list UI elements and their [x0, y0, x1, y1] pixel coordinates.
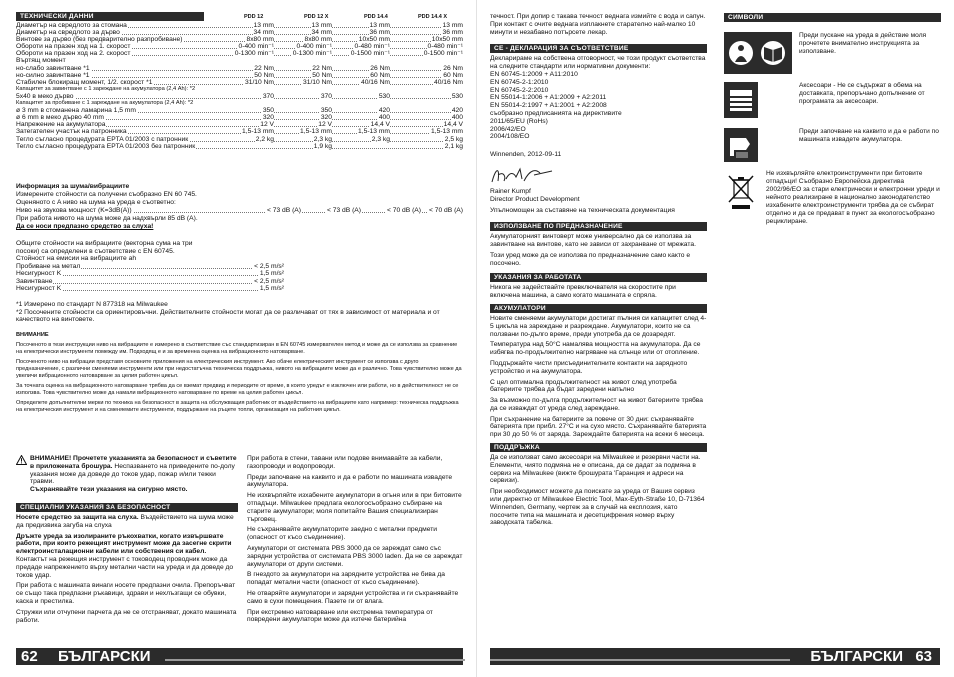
specs-table [16, 12, 463, 150]
special-safety-header: СПЕЦИАЛНИ УКАЗАНИЯ ЗА БЕЗОПАСНОСТ [16, 503, 238, 512]
use-para-1: Акумулаторният винтоверт може универсално да се използва за завинтване на винтове, като не зависи от захранване от мрежата. [490, 233, 696, 248]
spec-value: 13 mm [311, 22, 332, 29]
spec-value: 13 mm [442, 22, 463, 29]
spec-label: Обороти на празен ход на 2. скорост [16, 50, 131, 58]
maint-para-2: При необходимост можете да поискате за уреда от Вашия сервиз или директно от Milwaukee Electric Tool, Max-Eyth-Straße 10, D-71364 Winnenden, Germany, чертеж за в случай на експлозия, като посочите типа на машината и десетцифрения номер върху заводската табелка. [490, 488, 705, 527]
attention-keep: Съхранявайте тези указания на сигурно място. [30, 486, 188, 494]
spec-value: 14,4 V [443, 121, 463, 129]
spec-label: Винтове за дърво (без предварително разпробиване) [16, 36, 183, 44]
spec-label: Капацитет за завинтване с 1 зареждане на акумулатора (2,4 Ah): *2 [16, 85, 196, 92]
vibration-label: Пробиване на метал [16, 262, 81, 270]
mid-para-3: Не изхвърляйте изхабените акумулатори в огъня или в при битовите отпадъци. Milwaukee предлага екологосъобразно събиране на старите акумулатори; моля попитайте Вашия специализиран търговец. [247, 492, 462, 523]
spec-value: 13 mm [253, 22, 274, 29]
standard-line: EN 60745-2-2:2010 [490, 86, 549, 94]
warning-title: ВНИМАНИЕ [16, 332, 49, 338]
symbols-section [724, 13, 941, 22]
footnote-1: *1 Измерено по стандарт N 877318 на Milwaukee [16, 301, 168, 308]
standard-line: 2006/42/EO [490, 125, 526, 133]
spec-label: ø 6 mm в меко дърво 40 mm [16, 114, 104, 122]
work-text: Никога не задействайте превключвателя на скоростите при включена машина, а само когато машината е спряла. [490, 284, 676, 300]
mid-para-8: При екстремно натоварване или екстремна температура от повредени акумулатори може да изтече батерийна [247, 608, 433, 624]
vib-line-1: Общите стойности на вибрациите (векторна сума на три [16, 240, 193, 247]
spec-label: Диаметър на свредлото за дърво [16, 29, 120, 37]
spec-row [16, 65, 463, 72]
ce-standards [490, 71, 707, 141]
noise-val-3: < 70 dB (A) [386, 207, 421, 214]
noise-section [16, 183, 463, 231]
spec-value: 320 [320, 114, 332, 122]
spec-value: 34 mm [311, 29, 332, 37]
spec-value: 50 Nm [254, 71, 274, 79]
batteries-header: АКУМУЛАТОРИ [490, 304, 707, 313]
spec-value: 0-1300 min⁻¹ [234, 50, 274, 58]
footer-right [490, 648, 940, 665]
noise-level-row [16, 207, 463, 215]
spec-value: 2,2 kg [255, 135, 274, 143]
standard-line: 2011/65/EU (RoHs) [490, 117, 548, 125]
vibration-row [16, 263, 284, 271]
model-col-1: PDD 12 [244, 14, 264, 20]
battery-para-6: При съхранение на батериите за повече от 30 дни: съхранявайте батерията при прибл. 27°C и на сухо място. Съхранявайте батерията при 30 до 50 % от заряда. Зареждайте батерията на всеки 6 месеца. [490, 415, 707, 439]
vibration-warning [16, 332, 463, 417]
battery-para-1: Новите сменяеми акумулатори достигат пълния си капацитет след 4-5 цикъла на зареждане и разреждане. Акумулатори, които не са ползвани по-дълго време, преди употреба да се дозаредят. [490, 314, 707, 338]
ce-declaration-text: Декларираме на собствена отговорност, че този продукт съответства на следните стандарти или нормативни документи: [490, 55, 706, 71]
spec-value: 12 V [318, 121, 332, 129]
footer-rule-left [165, 659, 465, 661]
spec-value: 2,3 kg [313, 135, 332, 143]
standard-line: 2004/108/EO [490, 133, 530, 141]
standard-line: EN 60745-2-1:2010 [490, 78, 549, 86]
symbols-header: СИМВОЛИ [724, 13, 941, 22]
spec-value: 31/10 Nm [245, 78, 274, 86]
noise-line-1: Измерените стойности са получени съобразно EN 60 745. [16, 191, 197, 198]
spec-label: Стабилен блокиращ момент, 1/2. скорост *1 [16, 78, 153, 86]
vibration-label: Несигурност K [16, 285, 62, 292]
vibration-label: Завинтване [16, 277, 53, 285]
warning-para-4: Определете допълнителни мерки по техника на безопасност в защита на обслужващия работник от въздействието на вибрациите като например: техническа поддръжка на електрическия инструмент и на сменяемите инструменти, поддържане на ръцете топли, организация на работния цикъл. [16, 400, 459, 413]
place-date: Winnenden, 2012-09-11 [490, 151, 562, 159]
maintenance-header: ПОДДРЪЖКА [490, 443, 707, 452]
spec-value: 50 Nm [312, 71, 332, 79]
spec-row [16, 143, 463, 150]
spec-value: 26 Nm [443, 64, 463, 72]
read-manual-icon [724, 32, 792, 74]
special-para-4: Стружки или отчупени парчета да не се отстраняват, докато машината работи. [16, 608, 237, 624]
spec-value: 60 Nm [370, 71, 390, 79]
spec-label: Обороти на празен ход на 1. скорост [16, 43, 131, 51]
vibration-label: Несигурност K [16, 270, 62, 277]
ce-declaration-header: СЕ - ДЕКЛАРАЦИЯ ЗА СЪОТВЕТСТВИЕ [490, 44, 707, 53]
mid-para-7: Не отваряйте акумулатори и зарядни устройства и ги съхранявайте само в сухи помещения. Пазете ги от влага. [247, 589, 459, 605]
spec-row [16, 100, 463, 107]
use-para-2: Този уред може да се използва по предназначение само както е посочено. [490, 251, 691, 267]
noise-title: Информация за шума/вибрациите [16, 183, 130, 190]
attention-block [16, 455, 238, 494]
spec-value: 1,5-13 mm [300, 128, 332, 136]
spec-value: 1,5-13 mm [242, 128, 274, 136]
spec-label: Тегло съгласно процедурата EPTA 01/2003 с патронник [16, 135, 189, 143]
vibration-value: < 2,5 m/s² [254, 262, 284, 270]
spec-value: 350 [262, 107, 274, 115]
spec-value: 400 [378, 114, 390, 122]
vib-line-2: посоки) са определени в съответствие с EN 60745. [16, 247, 175, 255]
spec-row [16, 57, 463, 64]
spec-label: но-силно завинтване *1 [16, 71, 90, 79]
spec-row [16, 114, 463, 121]
vibration-row [16, 278, 284, 286]
symbol-text-accessories: Аксесоари - Не се съдържат в обема на доставката, препоръчано допълнение от програмата за аксесоари. [799, 82, 925, 105]
footnotes [16, 301, 463, 324]
spec-value: 40/16 Nm [361, 78, 390, 86]
attention-text: Неспазването на приведените по-долу указания може да доведе до токов удар, пожар и/или тежки травми. [30, 462, 235, 486]
spec-label: Затегателен участък на патронника [16, 128, 127, 136]
spec-value: 0-1300 min⁻¹ [292, 50, 332, 58]
spec-value: 400 [451, 114, 463, 122]
spec-value: 0-1500 min⁻¹ [423, 50, 463, 58]
footer-left [16, 648, 463, 665]
mid-para-1: При работа в стени, тавани или подове внимавайте за кабели, газопроводи и водопроводи. [247, 455, 443, 470]
standard-line: EN 60745-1:2009 + A11:2010 [490, 70, 578, 78]
spec-row [16, 50, 463, 57]
spec-row [16, 29, 463, 36]
vibration-value: 1,5 m/s² [259, 270, 284, 277]
special-para-2: Дръжте уреда за изолираните ръкохватки, когато извършвате работи, при които режещият инструмент може да засегне скрити електроинсталационни кабели или собствения си кабел. Контактът на режещия инструмент с тоководещ проводник може да предаде напрежението върху метални части на уреда и да доведе до токов удар. [16, 532, 234, 579]
language-label-left: БЪЛГАРСКИ [58, 648, 151, 665]
spec-label: Тегло съгласно процедурата EPTA 01/2003 без патронник [16, 142, 196, 150]
spec-value: 370 [320, 92, 332, 100]
spec-value: 420 [378, 107, 390, 115]
spec-value: 22 Nm [312, 64, 332, 72]
spec-value: 10x50 mm [358, 36, 390, 44]
footnote-2: *2 Посочените стойности са ориентировъчни. Действителните стойности могат да се различават от тях в зависимост от материала и от качеството на винтовете. [16, 308, 440, 324]
accessories-icon [724, 82, 758, 118]
symbol-text-weee: Не изхвърляйте електроинструменти при битовите отпадъци! Съобразно Европейска директива 2002/96/EO за стари електрически и електронни уреди и нейното реализиране в национално законодателство изхабените електроинструменти трябва да се събират отделно и да се предават в пункт за екологосъобразно рециклиране. [766, 170, 940, 225]
spec-value: 22 Nm [254, 64, 274, 72]
signer-name: Rainer Kumpf [490, 187, 531, 195]
spec-value: 1,5-13 mm [358, 128, 390, 136]
footer-rule-right [490, 659, 790, 661]
special-para-1: Носете средство за защита на слуха. Въздействието на шума може да предизвика загуба на слуха [16, 513, 234, 529]
spec-value: 26 Nm [370, 64, 390, 72]
authorized-text: Упълномощен за съставяне на техническата документация [490, 207, 675, 215]
battery-para-5: За възможно по-дълга продължителност на живот батериите трябва да се изваждат от уреда след зареждане. [490, 397, 703, 412]
specs-header: ТЕХНИЧЕСКИ ДАННИ [16, 12, 204, 21]
spec-value: 12 V [260, 121, 274, 129]
spec-value: 8x80 mm [246, 36, 274, 44]
spec-value: 36 mm [369, 29, 390, 37]
spec-value: 0-1500 min⁻¹ [350, 50, 390, 58]
vibration-value: < 2,5 m/s² [254, 277, 284, 285]
spec-row [16, 93, 463, 100]
spec-value: 2,1 kg [444, 142, 463, 150]
spec-value: 1,9 kg [313, 142, 332, 150]
page-63 [477, 0, 954, 677]
model-col-3: PDD 14.4 [364, 14, 388, 20]
symbol-text-remove-battery: Преди започване на каквито и да е работи по машината извадете акумулатора. [799, 128, 939, 143]
spec-row [16, 36, 463, 43]
spec-label: Напрежение на акумулатора [16, 121, 106, 129]
spec-value: 0-400 min⁻¹ [296, 43, 332, 51]
attention-title: ВНИМАНИЕ! Прочетете указанията за безопасност и съветите в приложената брошура. [30, 455, 237, 470]
standard-line: EN 55014-2:1997 + A1:2001 + A2:2008 [490, 102, 607, 110]
spec-value: 420 [451, 107, 463, 115]
spec-label: ø 3 mm в стоманена ламарина 1,5 mm [16, 107, 136, 115]
intro-text: течност. При допир с такава течност веднага измийте с вода и сапун. При контакт с очите веднага изплакнете старателно най-малко 10 минути и незабавно потърсете лекар. [490, 13, 706, 36]
spec-value: 370 [262, 92, 274, 100]
mid-para-2: Преди започване на каквито и да е работи по машината извадете акумулатора. [247, 473, 453, 489]
spec-label: Диаметър на свредлото за стомана [16, 22, 127, 29]
vibration-section [16, 240, 316, 293]
spec-row [16, 43, 463, 50]
weee-bin-icon [724, 170, 758, 212]
spec-value: 36 mm [442, 29, 463, 37]
spec-value: 14,4 V [370, 121, 390, 129]
spec-value: 320 [262, 114, 274, 122]
vib-line-3: Стойност на емисии на вибрациите ah [16, 255, 137, 262]
spec-row [16, 107, 463, 114]
spec-value: 8x80 mm [304, 36, 332, 44]
standard-line: съобразно предписанията на директивите [490, 109, 622, 117]
symbol-text-manual: Преди пускане на уреда в действие моля прочетете внимателно инструкцията за използване. [799, 32, 927, 55]
spec-value: 31/10 Nm [303, 78, 332, 86]
spec-value: 530 [378, 92, 390, 100]
spec-value: 60 Nm [443, 71, 463, 79]
warning-triangle-icon [16, 455, 27, 465]
battery-safety-column [247, 455, 463, 627]
spec-value: 530 [451, 92, 463, 100]
noise-level-label: Ниво на звукова мощност (K=3dB(A)) [16, 207, 132, 214]
language-label-right: БЪЛГАРСКИ [810, 648, 903, 665]
spec-row [16, 22, 463, 29]
spec-value: 40/16 Nm [434, 78, 463, 86]
spec-value: 2,5 kg [444, 135, 463, 143]
vibration-row [16, 270, 284, 278]
model-col-2: PDD 12 X [304, 14, 329, 20]
safety-column [16, 455, 238, 627]
warning-para-2: Посоченото ниво на вибрации представя основните приложения на електрическия инструмент. Ако обаче електрическият инструмент се използва с друго предназначение, с различни сменяеми инструменти или при недостатъчна техническа поддръжка, нивото на вибрациите може да е различно. Това чувствително може да увеличи вибрационното натоварване за целия работен цикъл. [16, 359, 462, 379]
work-instructions-header: УКАЗАНИЯ ЗА РАБОТАТА [490, 273, 707, 282]
mid-para-5: Акумулатори от системата PBS 3000 да се зареждат само със зарядни устройства от системата PBS 3000 laden. Да не се зареждат акумулатори от други системи. [247, 544, 463, 568]
spec-row [16, 86, 463, 93]
noise-line-2: Оценяното с A ниво на шума на уреда е съответно: [16, 199, 176, 206]
battery-para-2: Температура над 50°C намалява мощността на акумулатора. Да се избягва по-продължително нагряване на слънце или от отопление. [490, 341, 701, 357]
maint-para-1: Да се използват само аксесоари на Milwaukee и резервни части на. Елементи, чиято подмяна не е описана, да се дадат за подмяна в сервиз на Milwaukee (вижте брошурата 'Гаранция и адреси на сервизи). [490, 454, 701, 485]
spec-row [16, 128, 463, 135]
intended-use-header: ИЗПОЛЗВАНЕ ПО ПРЕДНАЗНАЧЕНИЕ [490, 222, 707, 231]
vib-rows [16, 263, 316, 293]
page-number-62: 62 [21, 648, 38, 665]
spec-value: 34 mm [253, 29, 274, 37]
text-column-right [490, 13, 707, 530]
noise-val-2: < 73 dB (A) [326, 207, 361, 214]
spec-label: 5x40 в меко дърво [16, 92, 74, 100]
warning-para-3: За точната оценка на вибрационното натоварване трябва да се вземат предвид и периодите от време, в които уредът е изключен или работи, но в действителност не се използва. Това чувствително може да намали вибрационното натоварване по време на целия работен цикъл. [16, 383, 459, 396]
model-col-4: PDD 14.4 X [418, 14, 448, 20]
remove-battery-icon [724, 128, 758, 162]
noise-val-4: < 70 dB (A) [428, 207, 463, 214]
spec-value: 0-480 min⁻¹ [427, 43, 463, 51]
battery-para-4: С цел оптимална продължителност на живот след употреба батериите трябва да бъдат заредени напълно [490, 378, 677, 394]
spec-value: 0-480 min⁻¹ [354, 43, 390, 51]
page-number-63: 63 [915, 648, 932, 665]
spec-row [16, 79, 463, 86]
vibration-value: 1,5 m/s² [259, 285, 284, 292]
spec-row [16, 121, 463, 128]
spec-rows [16, 22, 463, 150]
spec-label: Въртящ момент [16, 57, 66, 65]
mid-para-6: В гнездото за акумулатори на зарядните устройства не бива да попадат метални части (опасност от късо съединение). [247, 571, 446, 587]
signature-image [490, 165, 560, 185]
spec-value: 1,5-13 mm [431, 128, 463, 136]
standard-line: EN 55014-1:2006 + A1:2009 + A2:2011 [490, 94, 607, 102]
mid-para-4: Не съхранявайте акумулаторите заедно с метални предмети (опасност от късо съединение). [247, 526, 438, 542]
noise-extra: При работа нивото на шума може да надхвърли 85 dB (A). [16, 215, 198, 222]
spec-value: 0-400 min⁻¹ [238, 43, 274, 51]
hearing-protection-note: Да се носи предпазно средство за слуха! [16, 223, 154, 230]
spec-value: 10x50 mm [431, 36, 463, 44]
spec-value: 13 mm [369, 22, 390, 29]
vibration-row [16, 285, 284, 293]
spec-label: Капацитет за пробиване с 1 зареждане на акумулатора (2,4 Ah): *2 [16, 100, 194, 107]
spec-value: 2,3 kg [371, 135, 390, 143]
noise-val-1: < 73 dB (A) [266, 207, 301, 214]
spec-row [16, 72, 463, 79]
battery-para-3: Поддържайте чисти присъединителните контакти на зарядното устройство и на акумулатора. [490, 359, 688, 375]
spec-value: 350 [320, 107, 332, 115]
special-para-3: При работа с машината винаги носете предпазни очила. Препоръчват се също така предпазни ръкавици, здрави и нехлъзгащи се обувки, каска и престилка. [16, 582, 236, 605]
spec-label: но-слабо завинтване *1 [16, 64, 90, 72]
warning-para-1: Посоченото в тези инструкции ниво на вибрациите е измерено в съответствие със стандартизиран в EN 60745 измервателен метод и може да се използва за сравнение на електрически инструменти помежду им. Подходящ е и за временна оценка на вибрационното натоварване. [16, 342, 458, 355]
signer-role: Director Product Development [490, 195, 580, 203]
spec-row [16, 136, 463, 143]
